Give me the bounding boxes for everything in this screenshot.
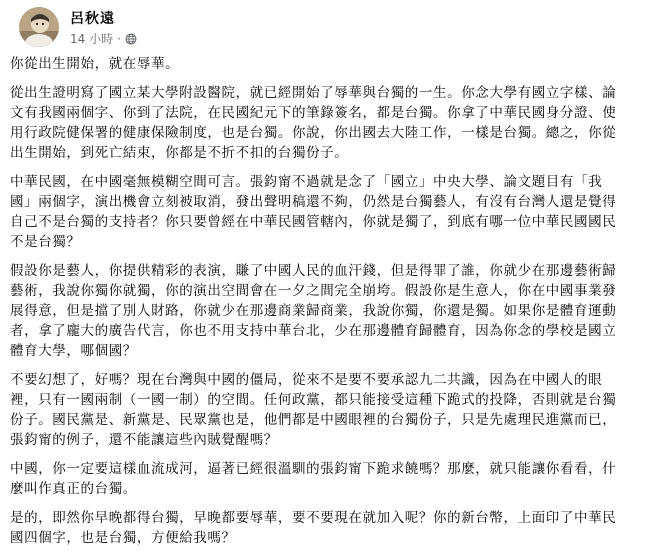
post-text-line: 國四個字，也是台獨，方便給我嗎？	[10, 530, 236, 546]
post-text-line: 用行政院健保署的健康保險制度，也是台獨。你說，你出國去大陸工作，一樣是台獨。總之，你從	[10, 125, 617, 141]
post-text-line: 出生開始，到死亡結束，你都是不折不扣的台獨份子。	[10, 145, 349, 161]
post-paragraph	[10, 370, 660, 450]
post-text-line: 從出生證明寫了國立某大學附設醫院，就已經開始了辱華與台獨的一生。你念大學有國立字樣、論	[10, 85, 617, 101]
post-text-line: 展得意，但是擋了別人財路，你就少在那邊商業歸商業，我說你獨，你還是獨。如果你是體育運動	[10, 303, 617, 319]
post-text-line: 不要幻想了，好嗎？現在台灣與中國的僵局，從來不是要不要承認九二共識，因為在中國人的眼	[10, 372, 603, 388]
post-paragraph	[10, 261, 660, 361]
globe-icon[interactable]	[125, 33, 137, 45]
post-text-line: 假設你是藝人，你提供精彩的表演，賺了中國人民的血汗錢，但是得罪了誰，你就少在那邊藝術歸	[10, 263, 617, 279]
post-text-line: 中華民國，在中國毫無模糊空間可言。張鈞甯不過就是念了「國立」中央大學、論文題目有「我	[10, 174, 603, 190]
post-text-line: 不是台獨？	[10, 234, 81, 250]
post-meta	[70, 30, 137, 47]
post-paragraph	[10, 172, 660, 252]
post-text-line: 藝術，我說你獨你就獨，你的演出空間會在一夕之間完全崩垮。假設你是生意人，你在中國事業發	[10, 283, 617, 299]
meta-separator: ·	[117, 31, 121, 46]
post-text-line: 體育大學，哪個國？	[10, 343, 137, 359]
post-text-line: 中國，你一定要這樣血流成河，逼著已經很溫馴的張鈞甯下跪求饒嗎？那麼，就只能讓你看看，什	[10, 461, 617, 477]
post-paragraph	[10, 459, 660, 499]
post-header	[10, 0, 658, 54]
post-text-line: 國」兩個字，演出機會立刻被取消，發出聲明稿還不夠，仍然是台獨藝人，有沒有台灣人還是覺得	[10, 194, 617, 210]
post-text-line: 自己不是台獨的支持者？你只要曾經在中華民國管轄內，你就是獨了，到底有哪一位中華民國國民	[10, 214, 617, 230]
post-text-line: 裡，只有一國兩制（一國一制）的空間。任何政黨，都只能接受這種下跪式的投降，否則就是台獨	[10, 392, 617, 408]
post-text-line: 份子。國民黨是、新黨是、民眾黨也是，他們都是中國眼裡的台獨份子，只是先處理民進黨而已，	[10, 412, 617, 428]
avatar[interactable]	[19, 7, 59, 47]
post-text-line: 你從出生開始，就在辱華。	[10, 56, 180, 72]
author-name[interactable]: 呂秋遠	[70, 11, 115, 27]
post-paragraph	[10, 508, 660, 548]
post-text-line: 文有我國兩個字、你到了法院，在民國紀元下的筆錄簽名，都是台獨。你拿了中華民國身分證、使	[10, 105, 617, 121]
post-text-line: 麼叫作真正的台獨。	[10, 481, 137, 497]
post-body-text	[10, 54, 660, 557]
post-paragraph	[10, 83, 660, 163]
avatar-photo-icon	[19, 7, 59, 47]
post-text-line: 是的，即然你早晚都得台獨，早晚都要辱華，要不要現在就加入呢？你的新台幣，上面印了中華民	[10, 510, 617, 526]
post-text-line: 者，拿了龐大的廣告代言，你也不用支持中華台北，少在那邊體育歸體育，因為你念的學校是國立	[10, 323, 617, 339]
post-paragraph	[10, 54, 660, 74]
post-text-line: 張鈞甯的例子，還不能讓這些內賊覺醒嗎？	[10, 432, 278, 448]
post-timestamp[interactable]: 14 小時	[70, 32, 114, 46]
